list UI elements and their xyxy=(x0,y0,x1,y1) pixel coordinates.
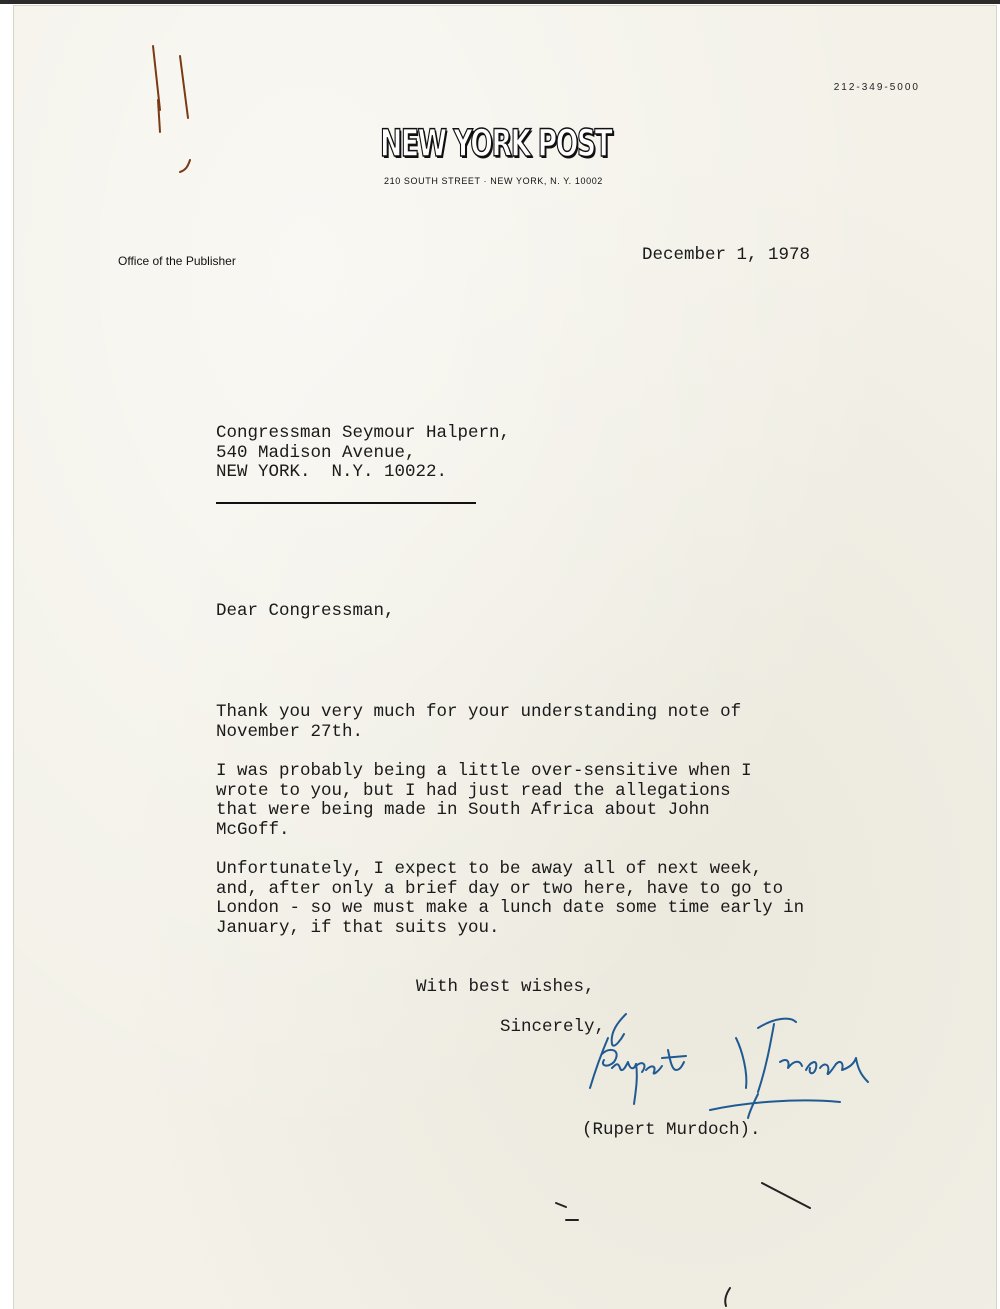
body-paragraph-1: Thank you very much for your understanding note of November 27th. xyxy=(216,702,742,742)
handwritten-signature xyxy=(578,1010,888,1125)
salutation: Dear Congressman, xyxy=(216,601,395,621)
office-of-publisher: Office of the Publisher xyxy=(118,254,236,268)
body-paragraph-3: Unfortunately, I expect to be away all of next week, and, after only a brief day or two here, have to go to London - so we must make a lunch date some time early in January, if that suits you. xyxy=(216,859,805,938)
addressee-line-1: Congressman Seymour Halpern, xyxy=(216,423,511,443)
addressee-underline xyxy=(216,502,476,504)
letterhead-masthead: NEW YORK POST xyxy=(380,122,612,165)
letterhead-phone: 212-349-5000 xyxy=(833,82,920,93)
addressee-line-2: 540 Madison Avenue, xyxy=(216,442,416,463)
closing-sincerely: Sincerely, xyxy=(500,1017,606,1037)
typed-signatory-name: (Rupert Murdoch). xyxy=(582,1120,761,1140)
letter-date: December 1, 1978 xyxy=(642,245,811,265)
letterhead-address: 210 SOUTH STREET · NEW YORK, N. Y. 10002 xyxy=(384,176,603,186)
addressee-line-3: NEW YORK. N.Y. 10022. xyxy=(216,462,448,482)
closing-wishes: With best wishes, xyxy=(416,977,595,997)
scan-edge-line xyxy=(0,0,1000,4)
body-paragraph-2: I was probably being a little over-sensitive when I wrote to you, but I had just read the allegations that were being made in South Africa about John McGoff. xyxy=(216,761,752,840)
addressee-block xyxy=(216,424,510,483)
